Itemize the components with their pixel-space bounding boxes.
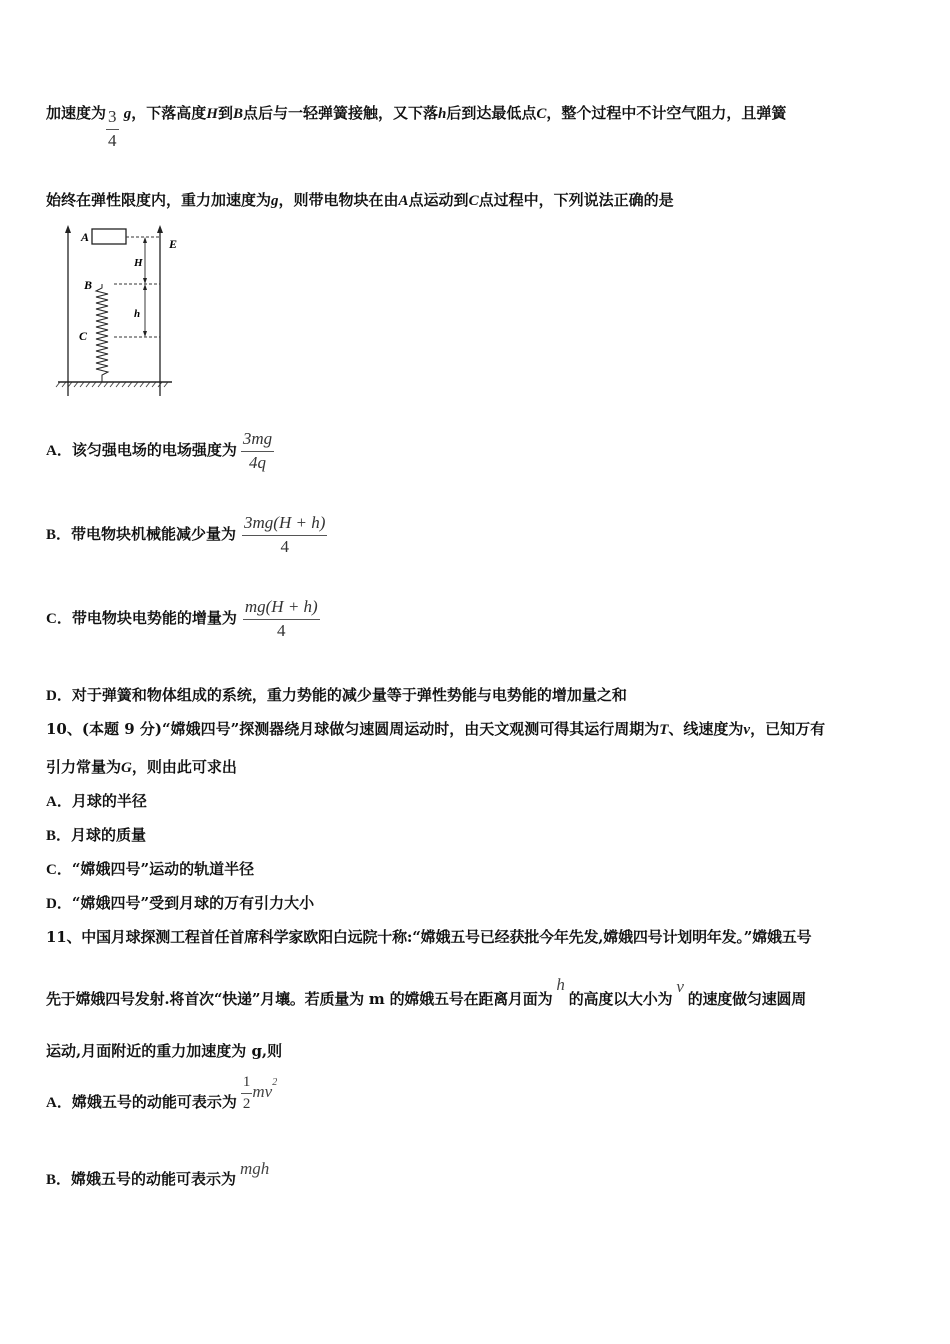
label-b: B <box>84 278 93 292</box>
fraction: $\frac{1}{2}$ <box>242 1074 251 1112</box>
q9-line1: 加速度为 $\frac{3}{4}$ g，下落高度H到B点后与一轻弹簧接触，又下落h后到达最低点C，整个过程中不计空气阻力，且弹簧 <box>46 104 787 150</box>
q10-stem-line2: 引力常量为G，则由此可求出 <box>46 758 237 776</box>
q9-option-b[interactable]: B．带电物块机械能减少量为 $\frac{3mg(H + h)}{4}$ <box>46 513 326 556</box>
q9-line2: 始终在弹性限度内，重力加速度为g，则带电物块在由A点运动到C点过程中，下列说法正确的是 <box>46 191 674 209</box>
fraction: $\frac{mg(H + h)}{4}$ <box>244 597 318 640</box>
fraction: $\frac{3mg(H + h)}{4}$ <box>244 513 326 556</box>
q10-option-b[interactable]: B．月球的质量 <box>46 826 147 844</box>
q11-option-a[interactable]: A．嫦娥五号的动能可表示为 $\frac{1}{2}$ $mv^2$ <box>46 1074 278 1112</box>
spring <box>96 284 108 382</box>
label-e: E <box>169 237 178 251</box>
label-big-h: H <box>134 257 143 269</box>
q10-option-a[interactable]: A．月球的半径 <box>46 792 147 810</box>
label-a: A <box>81 230 90 244</box>
q11-option-b[interactable]: B．嫦娥五号的动能可表示为mgh <box>46 1159 270 1188</box>
q9-option-a[interactable]: A．该匀强电场的电场强度为 $\frac{3mg}{4q}$ <box>46 429 273 472</box>
label-c: C <box>79 329 88 343</box>
fraction: $\frac{3mg}{4q}$ <box>242 429 273 472</box>
q11-stem-line1: 11、中国月球探测工程首任首席科学家欧阳白远院十称:“嫦娥五号已经获批今年先发,嫦娥四号计划明年发。”嫦娥五号 <box>46 928 812 946</box>
q9-option-d[interactable]: D．对于弹簧和物体组成的系统，重力势能的减少量等于弹性势能与电势能的增加量之和 <box>46 686 627 704</box>
q9-option-c[interactable]: C．带电物块电势能的增量为 $\frac{mg(H + h)}{4}$ <box>46 597 318 640</box>
frac-three-quarters: $\frac{3}{4}$ <box>108 107 117 150</box>
q11-stem-line2: 先于嫦娥四号发射.将首次“快递”月壤。若质量为 m 的嫦娥五号在距离月面为h的高度以大小为v的速度做匀速圆周 <box>46 975 807 1008</box>
q10-option-d[interactable]: D．“嫦娥四号”受到月球的万有引力大小 <box>46 894 315 912</box>
spring-field-diagram <box>52 222 182 398</box>
block-a <box>92 229 126 244</box>
q11-stem-line3: 运动,月面附近的重力加速度为 g,则 <box>46 1042 283 1060</box>
q10-option-c[interactable]: C．“嫦娥四号”运动的轨道半径 <box>46 860 255 878</box>
q10-stem-line1: 10、(本题 9 分)“嫦娥四号”探测器绕月球做匀速圆周运动时，由天文观测可得其运行周期为T、线速度为v，已知万有 <box>46 720 826 738</box>
label-small-h: h <box>134 308 141 320</box>
